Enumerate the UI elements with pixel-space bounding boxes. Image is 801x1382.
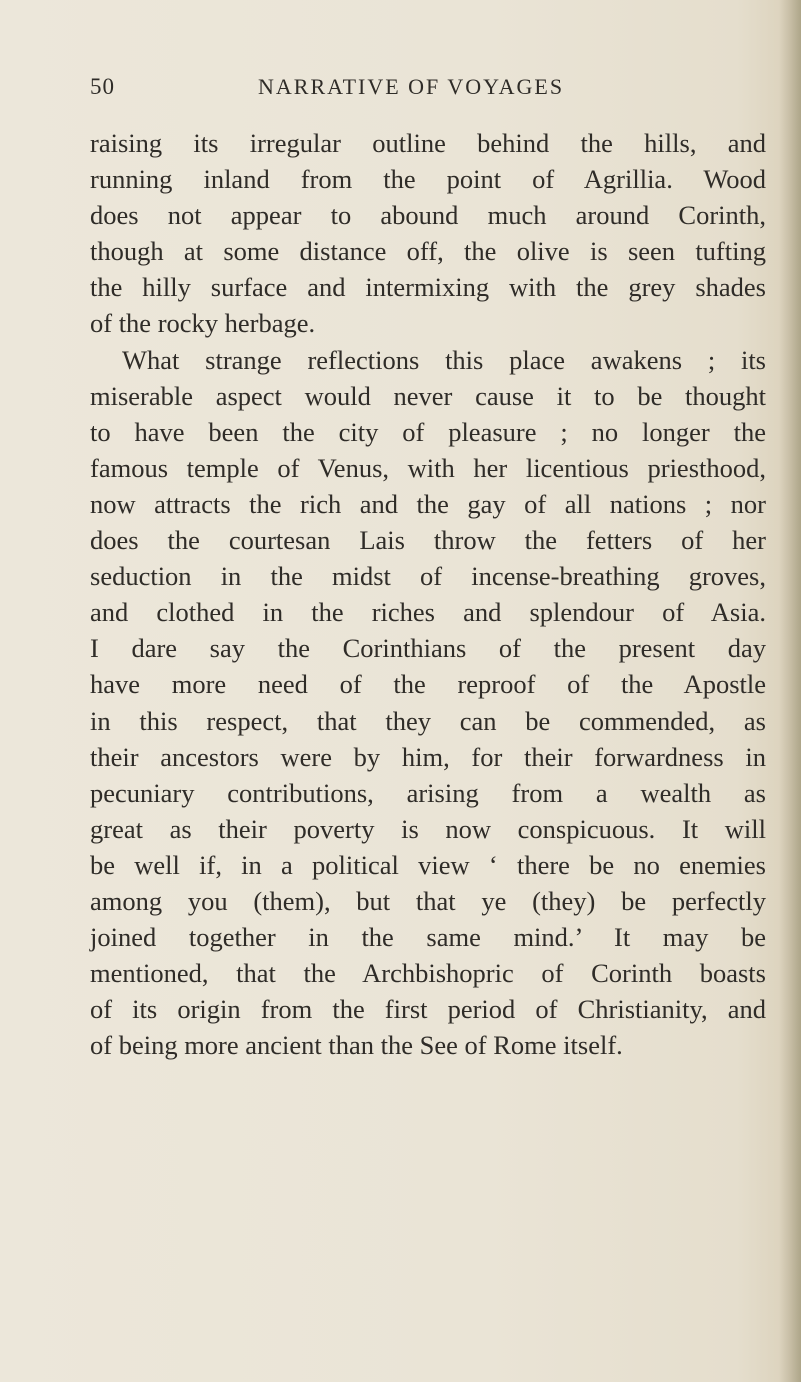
text-line: though at some distance off, the olive is seen tufting	[90, 236, 766, 267]
text-line: miserable aspect would never cause it to be thought	[90, 380, 766, 411]
body-text	[90, 125, 766, 1061]
text-line: does not appear to abound much around Corinth,	[90, 200, 766, 231]
text-line: does the courtesan Lais throw the fetters of her	[90, 525, 766, 556]
text-line: the hilly surface and intermixing with the grey shades	[90, 272, 766, 303]
text-line: raising its irregular outline behind the hills, and	[90, 128, 766, 158]
text-line: I dare say the Corinthians of the present day	[90, 633, 766, 664]
text-line: now attracts the rich and the gay of all nations ; nor	[90, 488, 766, 519]
page-edge-shadow	[779, 0, 801, 1382]
text-line: What strange reflections this place awakens ; its	[122, 344, 766, 375]
text-line: of its origin from the first period of Christianity, and	[90, 994, 766, 1025]
text-line: mentioned, that the Archbishopric of Corinth boasts	[90, 958, 766, 989]
text-line: in this respect, that they can be commended, as	[90, 705, 766, 736]
running-head	[90, 74, 750, 110]
text-line: pecuniary contributions, arising from a wealth as	[90, 777, 766, 808]
text-line: have more need of the reproof of the Apostle	[90, 669, 766, 700]
text-line: great as their poverty is now conspicuous. It will	[90, 813, 766, 844]
text-line: among you (them), but that ye (they) be perfectly	[90, 885, 766, 916]
text-line: running inland from the point of Agrillia. Wood	[90, 164, 766, 195]
text-line: of being more ancient than the See of Rome itself.	[90, 1030, 623, 1061]
page-number: 50	[90, 74, 115, 99]
text-line: and clothed in the riches and splendour of Asia.	[90, 597, 766, 628]
text-line: to have been the city of pleasure ; no longer the	[90, 416, 766, 447]
running-title: NARRATIVE OF VOYAGES	[258, 74, 565, 99]
text-line: their ancestors were by him, for their forwardness in	[90, 741, 766, 772]
text-line: be well if, in a political view ‘ there be no enemies	[90, 849, 766, 880]
text-line: of the rocky herbage.	[90, 308, 316, 339]
text-line: seduction in the midst of incense-breathing groves,	[90, 561, 766, 592]
text-line: joined together in the same mind.’ It may be	[90, 922, 766, 953]
text-line: famous temple of Venus, with her licentious priesthood,	[90, 452, 766, 483]
